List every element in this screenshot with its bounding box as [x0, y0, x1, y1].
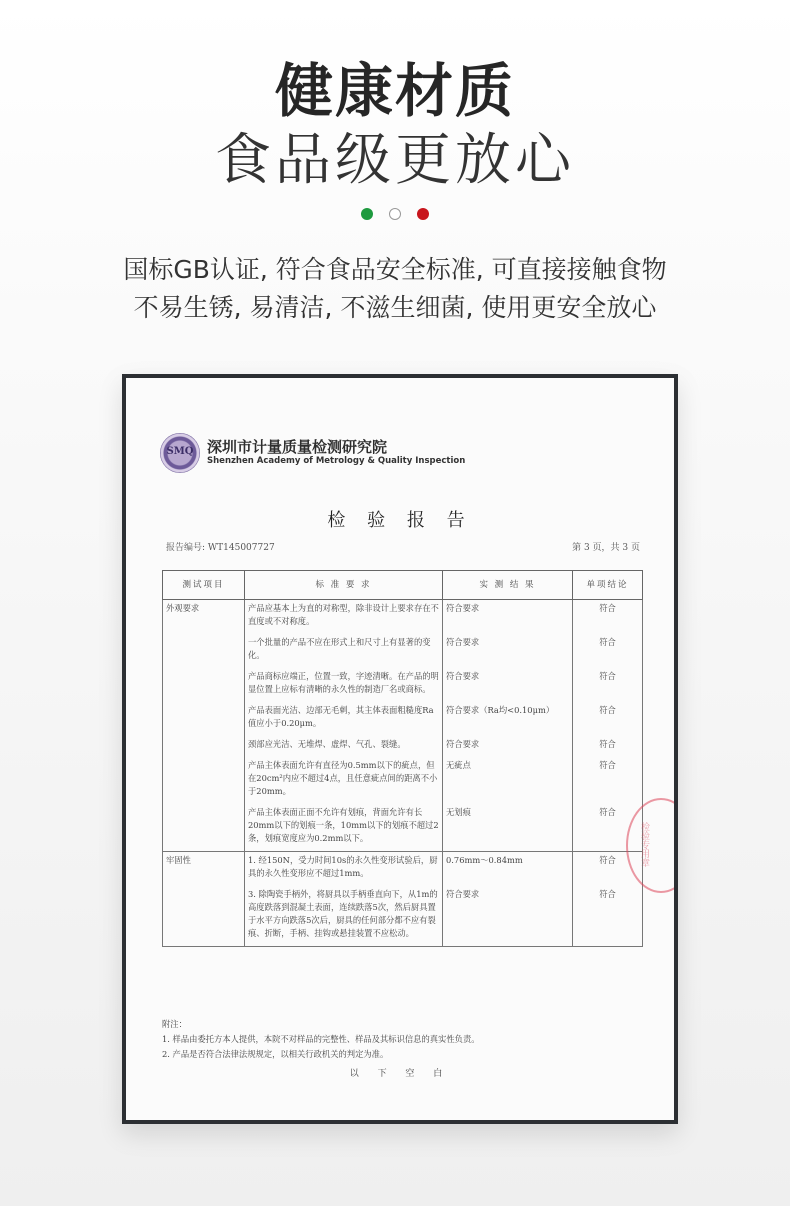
header-item: 测试项目 — [163, 571, 245, 600]
page-number: 第 3 页，共 3 页 — [572, 543, 640, 553]
table-row — [163, 702, 643, 736]
cell-result: 符合要求（Ra均<0.10μm） — [443, 702, 573, 736]
note-2: 2. 产品是否符合法律法规规定，以相关行政机关的判定为准。 — [162, 1049, 389, 1059]
cell-verdict: 符合 — [573, 852, 643, 887]
cell-item — [163, 736, 245, 757]
cell-verdict: 符合 — [573, 736, 643, 757]
cell-requirement: 产品应基本上为直的对称型，除非设计上要求存在不直度或不对称度。 — [245, 600, 443, 635]
cell-item — [163, 668, 245, 702]
cell-result: 符合要求 — [443, 736, 573, 757]
cell-item — [163, 634, 245, 668]
cell-requirement: 1. 经150N，受力时间10s的永久性变形试验后，厨具的永久性变形应不超过1mm。 — [245, 852, 443, 887]
cell-verdict: 符合 — [573, 886, 643, 947]
cell-requirement: 颈部应光洁、无堆焊、虚焊、气孔、裂缝。 — [245, 736, 443, 757]
white-dot — [389, 208, 401, 220]
inspection-table — [162, 570, 643, 947]
logo-text: SMQ — [166, 446, 194, 457]
institution-name-cn: 深圳市计量质量检测研究院 — [207, 438, 388, 456]
cell-item: 外观要求 — [163, 600, 245, 635]
hero-title: 健康材质 — [274, 57, 515, 125]
table-row — [163, 804, 643, 852]
notes — [162, 1017, 480, 1062]
table-row — [163, 634, 643, 668]
cell-item — [163, 702, 245, 736]
institution-name-en: Shenzhen Academy of Metrology & Quality Inspection — [207, 456, 466, 466]
cell-item — [163, 886, 245, 947]
dots-decoration — [0, 208, 790, 220]
report-number: 报告编号: WT145007727 — [166, 543, 275, 553]
inspection-report — [126, 378, 674, 1120]
table-row — [163, 886, 643, 947]
header-result: 实 测 结 果 — [443, 571, 573, 600]
cell-result: 符合要求 — [443, 634, 573, 668]
description-line-2: 不易生锈, 易清洁, 不滋生细菌, 使用更安全放心 — [133, 293, 657, 322]
cell-requirement: 产品主体表面允许有直径为0.5mm以下的疵点，但在20cm²内应不超过4点，且任意疵点间的距离不小于20mm。 — [245, 757, 443, 804]
cell-verdict: 符合 — [573, 634, 643, 668]
cell-verdict: 符合 — [573, 757, 643, 804]
table-row — [163, 668, 643, 702]
header-verdict: 单项结论 — [573, 571, 643, 600]
smq-logo — [160, 433, 200, 473]
cell-item — [163, 804, 245, 852]
cell-item: 牢固性 — [163, 852, 245, 887]
header-requirement: 标 准 要 求 — [245, 571, 443, 600]
cell-verdict: 符合 — [573, 600, 643, 635]
table-row — [163, 736, 643, 757]
note-1: 1. 样品由委托方本人提供，本院不对样品的完整性、样品及其标识信息的真实性负责。 — [162, 1034, 480, 1044]
cell-result: 无疵点 — [443, 757, 573, 804]
cell-result: 符合要求 — [443, 668, 573, 702]
cell-requirement: 产品商标应端正，位置一致，字迹清晰。在产品的明显位置上应标有清晰的永久性的制造厂名或商标。 — [245, 668, 443, 702]
description-line-1: 国标GB认证, 符合食品安全标准, 可直接接触食物 — [123, 255, 667, 284]
table-row — [163, 852, 643, 887]
hero-subtitle: 食品级更放心 — [215, 128, 575, 193]
cell-requirement: 3. 除陶瓷手柄外，将厨具以手柄垂直向下，从1m的高度跌落到混凝土表面，连续跌落5次，然后厨具置于水平方向跌落5次后，厨具的任何部分都不应有裂痕、折断，手柄、挂钩或悬挂装置不应松动。 — [245, 886, 443, 947]
cell-requirement: 产品主体表面正面不允许有划痕，背面允许有长20mm以下的划痕一条，10mm以下的划痕不超过2条，划痕宽度应为0.2mm以下。 — [245, 804, 443, 852]
cell-requirement: 产品表面光洁、边部无毛刺，其主体表面粗糙度Ra值应小于0.20μm。 — [245, 702, 443, 736]
cell-result: 符合要求 — [443, 886, 573, 947]
cell-requirement: 一个批量的产品不应在形式上和尺寸上有显著的变化。 — [245, 634, 443, 668]
end-mark: 以 下 空 白 — [349, 1069, 451, 1079]
table-row — [163, 757, 643, 804]
report-frame — [122, 374, 678, 1124]
report-title: 检 验 报 告 — [327, 510, 473, 531]
table-row — [163, 600, 643, 635]
cell-item — [163, 757, 245, 804]
cell-result: 无划痕 — [443, 804, 573, 852]
cell-verdict: 符合 — [573, 668, 643, 702]
table-header-row — [163, 571, 643, 600]
cell-verdict: 符合 — [573, 702, 643, 736]
stamp-text: 检验专用章 — [639, 822, 649, 867]
cell-result: 符合要求 — [443, 600, 573, 635]
cell-result: 0.76mm～0.84mm — [443, 852, 573, 887]
notes-title: 附注： — [162, 1019, 187, 1029]
cell-verdict: 符合 — [573, 804, 643, 852]
red-dot — [417, 208, 429, 220]
green-dot — [361, 208, 373, 220]
